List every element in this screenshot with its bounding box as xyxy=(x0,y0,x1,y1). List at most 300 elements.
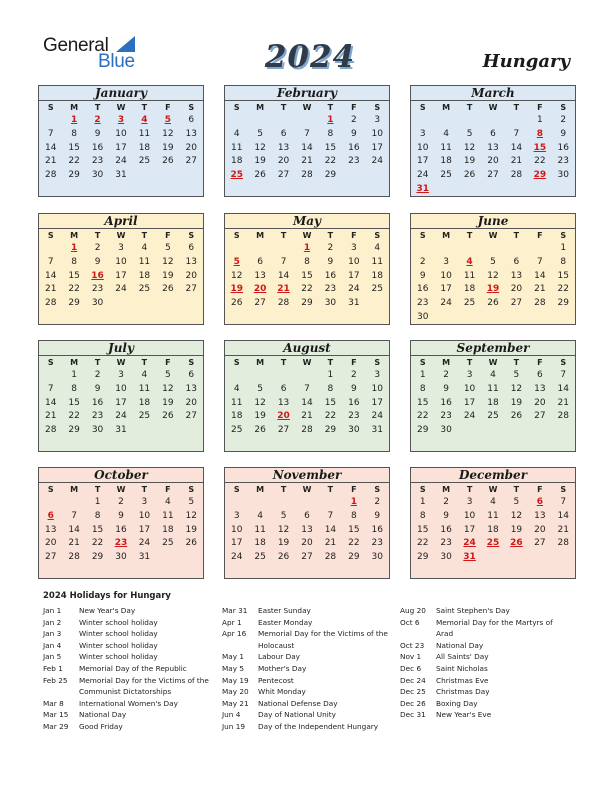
weekday-label: F xyxy=(537,103,543,112)
day-cell: 22 xyxy=(416,538,429,549)
day-cell: 6 xyxy=(513,256,520,267)
month-title: March xyxy=(411,86,575,101)
month-title: January xyxy=(39,86,203,101)
holiday-row xyxy=(222,617,394,629)
holiday-date: Apr 1 xyxy=(222,617,242,627)
day-cell: 22 xyxy=(91,538,104,549)
weekday-label: T xyxy=(513,103,520,112)
day-cell: 9 xyxy=(374,510,381,521)
day-cell: 21 xyxy=(534,284,546,295)
holiday-row xyxy=(222,628,394,651)
holiday-name: Day of the Independent Hungary xyxy=(258,721,379,731)
holiday-day-cell: 20 xyxy=(277,411,290,422)
empty-cell xyxy=(481,242,504,256)
day-cell: 10 xyxy=(371,128,383,139)
day-cell: 7 xyxy=(513,128,520,139)
day-cell: 4 xyxy=(233,128,240,139)
day-cell: 12 xyxy=(254,142,266,153)
day-cell: 12 xyxy=(510,510,523,521)
holiday-name: National Day xyxy=(436,640,484,650)
day-cell: 30 xyxy=(348,425,360,436)
day-cell: 23 xyxy=(348,411,360,422)
weekday-label: T xyxy=(466,103,473,112)
holiday-day-cell: 24 xyxy=(463,538,476,549)
day-cell: 16 xyxy=(115,524,127,535)
day-cell: 1 xyxy=(419,370,426,380)
weekday-header xyxy=(225,101,389,114)
holiday-row xyxy=(400,698,572,710)
holiday-date: Mar 29 xyxy=(43,721,69,731)
day-cell: 25 xyxy=(138,284,151,295)
weekday-label: S xyxy=(419,485,426,494)
empty-cell xyxy=(225,114,248,128)
day-cell: 26 xyxy=(162,156,174,167)
month-april xyxy=(38,213,204,325)
day-cell: 18 xyxy=(138,270,151,281)
day-cell: 28 xyxy=(301,170,313,181)
holiday-date: Mar 31 xyxy=(222,606,248,615)
empty-cell xyxy=(319,496,342,510)
holiday-date: Mar 8 xyxy=(43,698,64,708)
weekday-label: T xyxy=(141,358,148,367)
day-cell: 22 xyxy=(68,284,80,295)
weekday-label: T xyxy=(280,358,287,367)
day-cell: 9 xyxy=(560,128,567,139)
day-cell: 22 xyxy=(534,156,546,167)
weekday-label: T xyxy=(513,231,520,240)
holiday-date: Jun 4 xyxy=(222,710,241,720)
day-cell: 8 xyxy=(327,383,334,394)
day-cell: 3 xyxy=(118,243,124,253)
day-cell: 13 xyxy=(254,270,266,281)
weekday-header xyxy=(225,356,389,369)
day-cell: 6 xyxy=(188,370,195,380)
day-cell: 7 xyxy=(304,383,310,394)
weekday-label: W xyxy=(488,358,498,367)
holiday-name: Memorial Day for the Victims of the Communist Dictatorships xyxy=(79,675,209,697)
day-cell: 13 xyxy=(534,383,546,394)
day-cell: 3 xyxy=(350,243,357,253)
holiday-name: Good Friday xyxy=(79,721,123,731)
day-cell: 8 xyxy=(71,128,77,139)
weekday-label: M xyxy=(442,103,451,112)
day-cell: 16 xyxy=(324,270,337,281)
weekday-label: M xyxy=(70,358,79,367)
day-cell: 28 xyxy=(44,425,57,436)
day-cell: 18 xyxy=(440,156,452,167)
empty-cell xyxy=(39,496,62,510)
weekday-label: S xyxy=(233,231,240,240)
day-cell: 19 xyxy=(277,538,290,549)
day-cell: 21 xyxy=(557,524,569,535)
holiday-day-cell: 3 xyxy=(117,115,125,125)
holiday-day-cell: 2 xyxy=(94,115,101,125)
weekday-label: S xyxy=(374,231,381,240)
weekday-label: S xyxy=(374,358,381,367)
day-cell: 23 xyxy=(91,156,104,167)
day-cell: 24 xyxy=(348,284,360,295)
day-cell: 28 xyxy=(557,411,569,422)
holiday-name: All Saints' Day xyxy=(436,652,489,662)
holiday-day-cell: 5 xyxy=(233,256,240,267)
day-cell: 9 xyxy=(94,383,101,394)
day-cell: 25 xyxy=(138,156,151,167)
day-cell: 2 xyxy=(560,115,567,125)
calendar-year: 2024 xyxy=(264,39,356,75)
weekday-label: F xyxy=(351,358,357,367)
holiday-day-cell: 1 xyxy=(327,115,334,125)
day-cell: 25 xyxy=(254,552,266,563)
holiday-date: Nov 1 xyxy=(400,652,422,662)
day-cell: 12 xyxy=(230,270,243,281)
day-cell: 24 xyxy=(138,538,151,549)
holiday-row xyxy=(400,617,572,640)
day-cell: 19 xyxy=(185,524,197,535)
day-cell: 21 xyxy=(44,156,57,167)
day-cell: 14 xyxy=(277,270,290,281)
day-cell: 18 xyxy=(254,538,266,549)
empty-cell xyxy=(248,496,271,510)
day-cell: 11 xyxy=(138,128,151,139)
holiday-name: Memorial Day of the Republic xyxy=(79,663,187,673)
holiday-row xyxy=(43,663,215,675)
day-cell: 31 xyxy=(115,170,127,181)
day-grid xyxy=(225,369,389,438)
weekday-label: F xyxy=(165,103,171,112)
day-cell: 31 xyxy=(115,425,127,436)
weekday-label: T xyxy=(466,358,473,367)
day-cell: 5 xyxy=(257,383,263,394)
weekday-label: W xyxy=(488,103,498,112)
day-cell: 14 xyxy=(44,142,57,153)
weekday-header xyxy=(225,483,389,496)
day-cell: 19 xyxy=(162,397,174,408)
holiday-row xyxy=(400,675,572,687)
day-cell: 9 xyxy=(118,510,124,521)
day-cell: 30 xyxy=(557,170,569,181)
day-cell: 30 xyxy=(416,311,429,322)
holiday-date: May 5 xyxy=(222,663,245,673)
day-cell: 11 xyxy=(487,383,499,394)
month-title: June xyxy=(411,214,575,229)
day-cell: 23 xyxy=(371,538,383,549)
day-cell: 14 xyxy=(510,142,523,153)
day-cell: 18 xyxy=(371,270,383,281)
day-cell: 5 xyxy=(257,128,263,139)
day-cell: 16 xyxy=(416,284,429,295)
day-cell: 20 xyxy=(534,397,546,408)
holiday-name: Boxing Day xyxy=(436,698,478,708)
day-cell: 30 xyxy=(371,552,383,563)
day-cell: 15 xyxy=(301,270,313,281)
day-cell: 29 xyxy=(301,298,313,309)
day-cell: 21 xyxy=(510,156,523,167)
day-cell: 6 xyxy=(536,370,543,380)
holiday-row xyxy=(400,651,572,663)
weekday-label: W xyxy=(488,485,498,494)
day-cell: 17 xyxy=(115,142,127,153)
weekday-label: S xyxy=(47,103,54,112)
day-cell: 28 xyxy=(44,298,57,309)
day-cell: 30 xyxy=(440,425,452,436)
day-cell: 17 xyxy=(115,270,127,281)
holiday-day-cell: 8 xyxy=(536,128,543,139)
day-cell: 21 xyxy=(44,411,57,422)
day-cell: 8 xyxy=(71,256,77,267)
month-title: September xyxy=(411,341,575,356)
weekday-label: T xyxy=(513,485,520,494)
day-cell: 11 xyxy=(254,524,266,535)
day-cell: 31 xyxy=(138,552,151,563)
day-cell: 16 xyxy=(440,524,452,535)
day-cell: 20 xyxy=(487,156,499,167)
weekday-label: F xyxy=(165,358,171,367)
day-cell: 25 xyxy=(230,425,243,436)
weekday-label: S xyxy=(419,231,426,240)
weekday-header xyxy=(225,229,389,242)
day-cell: 12 xyxy=(185,510,197,521)
day-cell: 21 xyxy=(44,284,57,295)
weekday-label: S xyxy=(374,103,381,112)
day-cell: 15 xyxy=(91,524,104,535)
day-grid xyxy=(39,114,203,183)
day-cell: 14 xyxy=(301,397,313,408)
holiday-day-cell: 25 xyxy=(486,538,500,549)
holiday-row xyxy=(400,605,572,617)
empty-cell xyxy=(434,242,457,256)
day-cell: 11 xyxy=(230,142,243,153)
weekday-label: F xyxy=(351,485,357,494)
holiday-name: Winter school holiday xyxy=(79,617,158,627)
holiday-name: Saint Stephen's Day xyxy=(436,606,510,615)
day-cell: 27 xyxy=(534,411,546,422)
day-cell: 16 xyxy=(91,397,104,408)
day-cell: 3 xyxy=(374,115,381,125)
day-cell: 27 xyxy=(185,411,197,422)
weekday-label: M xyxy=(442,485,451,494)
holiday-date: Jan 4 xyxy=(43,640,62,650)
day-grid xyxy=(39,496,203,565)
day-cell: 23 xyxy=(440,411,452,422)
holiday-row xyxy=(222,651,394,663)
day-cell: 25 xyxy=(463,298,476,309)
holiday-name: Mother's Day xyxy=(258,663,307,673)
holiday-name: Easter Monday xyxy=(258,617,313,627)
holiday-row xyxy=(222,686,394,698)
day-cell: 27 xyxy=(185,156,197,167)
holiday-name: Winter school holiday xyxy=(79,652,158,662)
weekday-label: S xyxy=(560,485,567,494)
day-cell: 7 xyxy=(304,128,310,139)
holiday-row xyxy=(222,605,394,617)
day-cell: 20 xyxy=(301,538,313,549)
weekday-label: W xyxy=(116,485,126,494)
day-cell: 10 xyxy=(416,142,429,153)
day-cell: 29 xyxy=(68,170,80,181)
holiday-day-cell: 20 xyxy=(253,284,267,295)
holiday-row xyxy=(43,628,215,640)
day-cell: 20 xyxy=(510,284,523,295)
weekday-header xyxy=(39,483,203,496)
month-november xyxy=(224,467,390,579)
day-cell: 3 xyxy=(443,256,449,267)
day-cell: 29 xyxy=(68,425,80,436)
day-cell: 2 xyxy=(94,370,101,380)
day-cell: 17 xyxy=(348,270,360,281)
day-cell: 20 xyxy=(185,270,197,281)
day-cell: 13 xyxy=(510,270,523,281)
day-cell: 5 xyxy=(466,128,473,139)
day-cell: 24 xyxy=(115,156,127,167)
empty-cell xyxy=(505,242,528,256)
day-cell: 16 xyxy=(371,524,383,535)
month-june xyxy=(410,213,576,325)
day-cell: 26 xyxy=(185,538,197,549)
day-cell: 14 xyxy=(557,510,569,521)
day-cell: 3 xyxy=(466,497,473,507)
day-cell: 4 xyxy=(141,243,148,253)
day-cell: 26 xyxy=(463,170,476,181)
month-title: August xyxy=(225,341,389,356)
holiday-date: May 21 xyxy=(222,698,249,708)
holidays-column xyxy=(43,605,215,733)
day-cell: 8 xyxy=(327,128,334,139)
day-cell: 7 xyxy=(327,510,334,521)
day-cell: 2 xyxy=(94,243,101,253)
day-cell: 17 xyxy=(440,284,452,295)
day-cell: 8 xyxy=(71,383,77,394)
weekday-label: S xyxy=(188,103,195,112)
day-cell: 10 xyxy=(115,128,127,139)
day-cell: 5 xyxy=(513,370,520,380)
weekday-label: M xyxy=(256,231,265,240)
day-cell: 8 xyxy=(419,510,426,521)
weekday-label: S xyxy=(419,358,426,367)
month-title: October xyxy=(39,468,203,483)
day-cell: 27 xyxy=(487,170,499,181)
weekday-label: S xyxy=(560,358,567,367)
day-cell: 7 xyxy=(560,370,567,380)
holiday-row xyxy=(222,675,394,687)
day-cell: 7 xyxy=(71,510,77,521)
day-cell: 22 xyxy=(324,411,337,422)
month-august xyxy=(224,340,390,452)
day-cell: 9 xyxy=(443,383,449,394)
day-cell: 17 xyxy=(115,397,127,408)
holiday-date: Dec 26 xyxy=(400,698,426,708)
day-cell: 10 xyxy=(463,510,476,521)
day-cell: 6 xyxy=(280,383,287,394)
weekday-label: S xyxy=(419,103,426,112)
weekday-label: S xyxy=(188,231,195,240)
weekday-label: M xyxy=(442,358,451,367)
day-cell: 15 xyxy=(416,397,429,408)
day-cell: 26 xyxy=(162,411,174,422)
day-cell: 29 xyxy=(324,425,337,436)
holiday-date: Jan 5 xyxy=(43,652,62,662)
day-cell: 29 xyxy=(324,170,337,181)
month-title: April xyxy=(39,214,203,229)
day-cell: 19 xyxy=(162,270,174,281)
day-cell: 17 xyxy=(463,524,476,535)
day-cell: 6 xyxy=(490,128,496,139)
day-cell: 9 xyxy=(419,270,426,281)
empty-cell xyxy=(295,369,318,383)
holiday-day-cell: 6 xyxy=(47,510,54,521)
day-cell: 2 xyxy=(419,256,426,267)
day-cell: 27 xyxy=(277,170,290,181)
day-cell: 4 xyxy=(164,497,171,507)
weekday-label: T xyxy=(94,103,101,112)
day-cell: 31 xyxy=(348,298,360,309)
holiday-row xyxy=(43,698,215,710)
day-cell: 19 xyxy=(162,142,174,153)
day-cell: 7 xyxy=(47,383,54,394)
day-grid xyxy=(39,369,203,438)
weekday-label: S xyxy=(47,485,54,494)
month-january xyxy=(38,85,204,197)
day-cell: 5 xyxy=(164,243,171,253)
day-cell: 29 xyxy=(416,552,429,563)
holiday-day-cell: 1 xyxy=(350,497,357,507)
day-cell: 25 xyxy=(138,411,151,422)
day-cell: 12 xyxy=(162,128,174,139)
country-name: Hungary xyxy=(482,51,570,72)
holiday-day-cell: 19 xyxy=(230,284,243,295)
month-title: February xyxy=(225,86,389,101)
logo-triangle-icon xyxy=(116,36,135,52)
weekday-label: S xyxy=(560,231,567,240)
day-cell: 11 xyxy=(371,256,383,267)
holiday-day-cell: 25 xyxy=(230,170,243,181)
day-cell: 12 xyxy=(277,524,290,535)
day-cell: 27 xyxy=(534,538,546,549)
day-cell: 26 xyxy=(254,425,266,436)
empty-cell xyxy=(272,369,295,383)
day-cell: 1 xyxy=(71,370,77,380)
day-cell: 2 xyxy=(443,370,449,380)
day-cell: 14 xyxy=(44,397,57,408)
day-cell: 27 xyxy=(277,425,290,436)
day-cell: 11 xyxy=(487,510,499,521)
weekday-label: S xyxy=(374,485,381,494)
empty-cell xyxy=(248,242,271,256)
weekday-label: F xyxy=(165,485,171,494)
weekday-label: T xyxy=(141,485,148,494)
weekday-label: T xyxy=(141,231,148,240)
holiday-date: Jan 1 xyxy=(43,606,62,615)
holiday-day-cell: 5 xyxy=(164,115,171,125)
weekday-label: M xyxy=(256,358,265,367)
holiday-date: May 20 xyxy=(222,687,249,697)
weekday-label: M xyxy=(70,485,79,494)
empty-cell xyxy=(39,242,62,256)
weekday-label: T xyxy=(327,358,334,367)
holiday-name: Saint Nicholas xyxy=(436,663,488,673)
day-grid xyxy=(411,369,575,438)
weekday-label: M xyxy=(256,103,265,112)
day-cell: 15 xyxy=(348,524,360,535)
weekday-label: T xyxy=(513,358,520,367)
weekday-label: T xyxy=(327,485,334,494)
day-cell: 2 xyxy=(118,497,124,507)
day-cell: 2 xyxy=(443,497,449,507)
holiday-date: Feb 1 xyxy=(43,663,63,673)
holiday-row xyxy=(400,640,572,652)
day-cell: 22 xyxy=(324,156,337,167)
day-cell: 12 xyxy=(162,383,174,394)
weekday-label: T xyxy=(466,485,473,494)
